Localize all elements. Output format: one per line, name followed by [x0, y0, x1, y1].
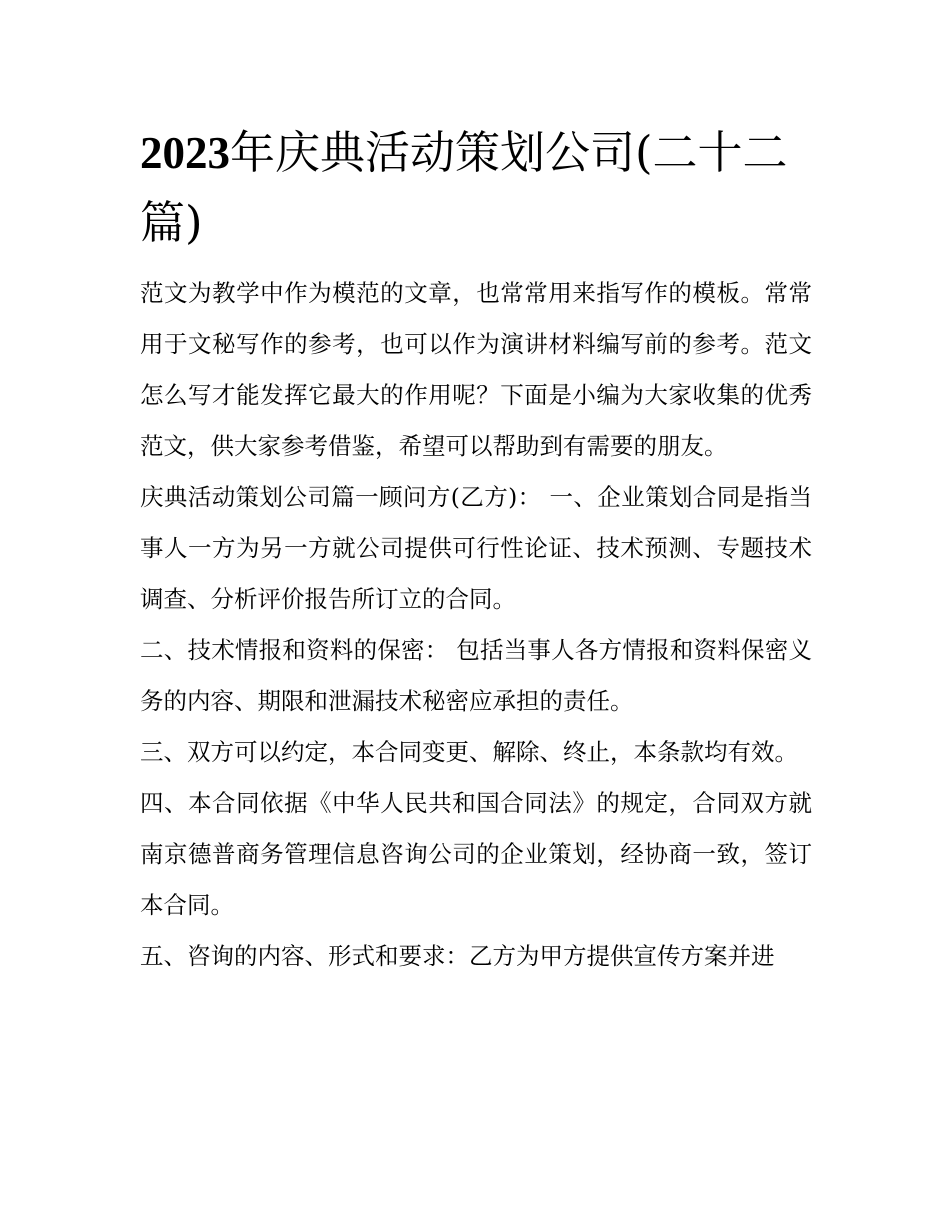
- paragraph-section-2: 二、技术情报和资料的保密： 包括当事人各方情报和资料保密义务的内容、期限和泄漏技术秘密应承担的责任。: [140, 636, 812, 715]
- paragraph-section-1: 庆典活动策划公司篇一顾问方(乙方)： 一、企业策划合同是指当事人一方为另一方就公司提供可行性论证、技术预测、专题技术调查、分析评价报告所订立的合同。: [140, 483, 812, 613]
- paragraph-intro: 范文为教学中作为模范的文章，也常常用来指写作的模板。常常用于文秘写作的参考，也可以作为演讲材料编写前的参考。范文怎么写才能发挥它最大的作用呢？下面是小编为大家收集的优秀范文，供大家参考借鉴，希望可以帮助到有需要的朋友。: [140, 279, 812, 460]
- paragraph-section-3: 三、双方可以约定，本合同变更、解除、终止，本条款均有效。: [140, 738, 798, 766]
- paragraph-section-5: 五、咨询的内容、形式和要求：乙方为甲方提供宣传方案并进: [140, 942, 775, 970]
- paragraph-section-4: 四、本合同依据《中华人民共和国合同法》的规定，合同双方就南京德普商务管理信息咨询公司的企业策划，经协商一致，签订本合同。: [140, 789, 812, 919]
- title-year: 2023: [140, 128, 230, 178]
- document-title: [140, 118, 812, 258]
- title-text: 年庆典活动策划公司(二十二篇): [140, 126, 788, 249]
- document-body: [140, 268, 812, 982]
- document-page: [140, 118, 812, 982]
